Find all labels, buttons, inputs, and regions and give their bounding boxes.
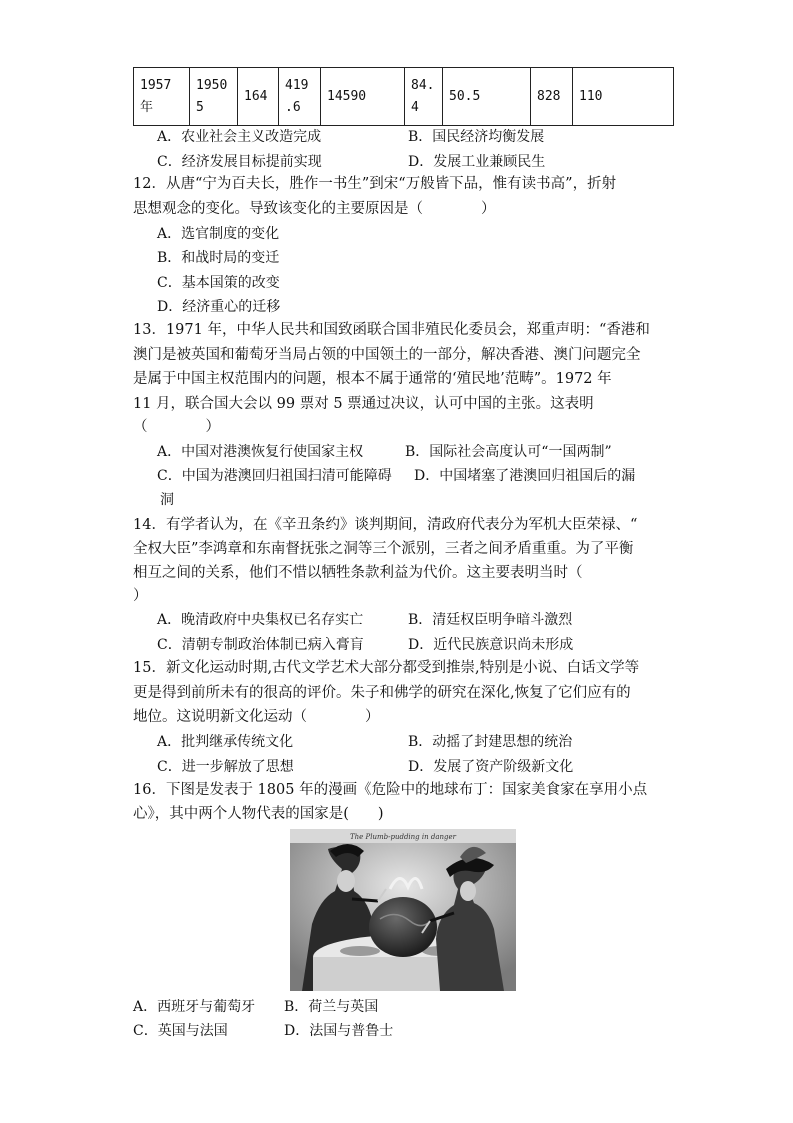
q16-stem-line-2: 心》，其中两个人物代表的国家是( ) bbox=[133, 806, 384, 822]
q12-option-a[interactable]: A．选官制度的变化 bbox=[157, 226, 280, 242]
q12-option-c[interactable]: C．基本国策的改变 bbox=[157, 275, 280, 291]
q14-stem-line-4: ） bbox=[133, 588, 148, 604]
table-cell: 419 .6 bbox=[279, 68, 321, 126]
q14-option-a[interactable]: A．晚清政府中央集权已名存实亡 bbox=[157, 612, 364, 628]
table-row bbox=[134, 68, 674, 126]
q14-stem-line-3: 相互之间的关系，他们不惜以牺牲条款利益为代价。这主要表明当时（ bbox=[133, 565, 583, 581]
q13-option-d-continued: 洞 bbox=[160, 492, 174, 508]
cartoon-caption: The Plumb-pudding in danger bbox=[350, 833, 456, 841]
q16-stem-line-1: 16．下图是发表于 1805 年的漫画《危险中的地球布丁：国家美食家在享用小点 bbox=[133, 782, 648, 798]
q13-option-c[interactable]: C．中国为港澳回归祖国扫清可能障碍 bbox=[157, 468, 392, 484]
q11-option-a[interactable]: A．农业社会主义改造完成 bbox=[157, 129, 322, 145]
q14-option-d[interactable]: D．近代民族意识尚未形成 bbox=[408, 637, 574, 653]
table-cell: 84. 4 bbox=[405, 68, 443, 126]
q13-stem-line-2: 澳门是被英国和葡萄牙当局占领的中国领土的一部分，解决香港、澳门问题完全 bbox=[133, 347, 641, 363]
q16-option-c[interactable]: C．英国与法国 bbox=[133, 1023, 228, 1039]
plumb-pudding-cartoon-image bbox=[290, 829, 516, 991]
table-cell: 1950 5 bbox=[190, 68, 238, 126]
q12-option-b[interactable]: B．和战时局的变迁 bbox=[157, 250, 280, 266]
q15-stem-line-3: 地位。这说明新文化运动（ ） bbox=[133, 709, 380, 725]
q13-option-a[interactable]: A．中国对港澳恢复行使国家主权 bbox=[157, 444, 364, 460]
q15-option-c[interactable]: C．进一步解放了思想 bbox=[157, 759, 294, 775]
q15-stem-line-1: 15．新文化运动时期,古代文学艺术大部分都受到推崇,特别是小说、白话文学等 bbox=[133, 660, 640, 676]
table-cell: 110 bbox=[573, 68, 674, 126]
q13-option-b[interactable]: B．国际社会高度认可“一国两制” bbox=[405, 444, 612, 460]
q13-stem-line-3: 是属于中国主权范围内的问题，根本不属于通常的‘殖民地’范畴”。1972 年 bbox=[133, 371, 612, 387]
q15-option-d[interactable]: D．发展了资产阶级新文化 bbox=[408, 759, 574, 775]
table-cell: 828 bbox=[531, 68, 573, 126]
q13-option-d[interactable]: D．中国堵塞了港澳回归祖国后的漏 bbox=[414, 468, 636, 484]
q14-stem-line-1: 14．有学者认为，在《辛丑条约》谈判期间，清政府代表分为军机大臣荣禄、“ bbox=[133, 517, 638, 533]
q15-option-a[interactable]: A．批判继承传统文化 bbox=[157, 734, 294, 750]
q14-option-c[interactable]: C．清朝专制政治体制已病入膏肓 bbox=[157, 637, 364, 653]
q12-option-d[interactable]: D．经济重心的迁移 bbox=[157, 299, 281, 315]
q13-stem-line-4: 11 月，联合国大会以 99 票对 5 票通过决议，认可中国的主张。这表明 bbox=[133, 396, 594, 412]
q15-option-b[interactable]: B．动摇了封建思想的统治 bbox=[408, 734, 573, 750]
q12-stem-line-2: 思想观念的变化。导致该变化的主要原因是（ ） bbox=[133, 201, 496, 217]
q11-option-b[interactable]: B．国民经济均衡发展 bbox=[408, 129, 545, 145]
q14-stem-line-2: 全权大臣”李鸿章和东南督抚张之洞等三个派别，三者之间矛盾重重。为了平衡 bbox=[133, 541, 634, 557]
q12-stem-line-1: 12．从唐“宁为百夫长，胜作一书生”到宋“万般皆下品，惟有读书高”，折射 bbox=[133, 176, 617, 192]
q13-stem-line-1: 13．1971 年，中华人民共和国致函联合国非殖民化委员会，郑重声明：“香港和 bbox=[133, 322, 650, 338]
table-cell: 50.5 bbox=[443, 68, 531, 126]
q15-stem-line-2: 更是得到前所未有的很高的评价。朱子和佛学的研究在深化,恢复了它们应有的 bbox=[133, 685, 631, 701]
q16-option-a[interactable]: A．西班牙与葡萄牙 bbox=[133, 999, 256, 1015]
q16-option-d[interactable]: D．法国与普鲁士 bbox=[284, 1023, 394, 1039]
q14-option-b[interactable]: B．清廷权臣明争暗斗激烈 bbox=[408, 612, 573, 628]
q11-option-d[interactable]: D．发展工业兼顾民生 bbox=[408, 154, 546, 170]
statistics-table bbox=[133, 67, 674, 126]
table-cell: 164 bbox=[238, 68, 279, 126]
table-cell: 1957 年 bbox=[134, 68, 190, 126]
table-cell: 14590 bbox=[321, 68, 405, 126]
q11-option-c[interactable]: C．经济发展目标提前实现 bbox=[157, 154, 322, 170]
q16-option-b[interactable]: B．荷兰与英国 bbox=[284, 999, 379, 1015]
q13-stem-line-5: （ ） bbox=[133, 419, 220, 435]
